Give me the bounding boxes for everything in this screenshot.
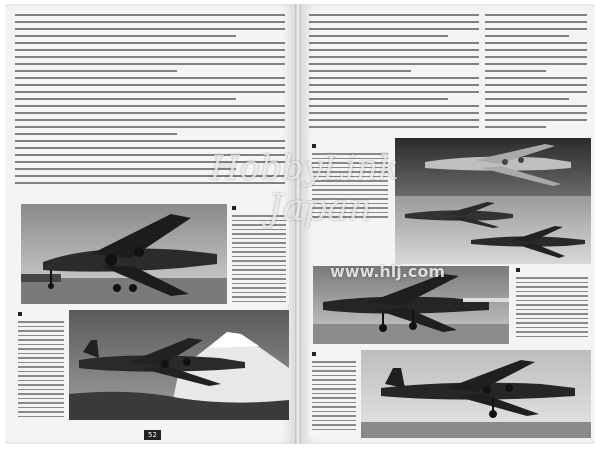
photo-bomber-high-altitude bbox=[395, 138, 591, 196]
photo-bomber-low-flight bbox=[361, 350, 591, 438]
photo-four-engine-bomber bbox=[21, 204, 227, 304]
photo-bomber-formation bbox=[395, 196, 591, 264]
left-page bbox=[5, 4, 295, 444]
watermark-brand-main: HobbyLink bbox=[210, 148, 399, 188]
caption-right-3 bbox=[309, 350, 359, 436]
watermark-url: www.hlj.com bbox=[330, 262, 445, 281]
watermark-brand-sub: Japan bbox=[268, 188, 372, 229]
page-number: 52 bbox=[144, 430, 161, 440]
photo-twin-engine-bomber-mountain bbox=[69, 310, 289, 420]
caption-left-2 bbox=[15, 310, 67, 425]
caption-right-2 bbox=[513, 266, 591, 344]
body-text-right-side bbox=[485, 14, 587, 134]
body-text-right-main bbox=[309, 14, 479, 134]
